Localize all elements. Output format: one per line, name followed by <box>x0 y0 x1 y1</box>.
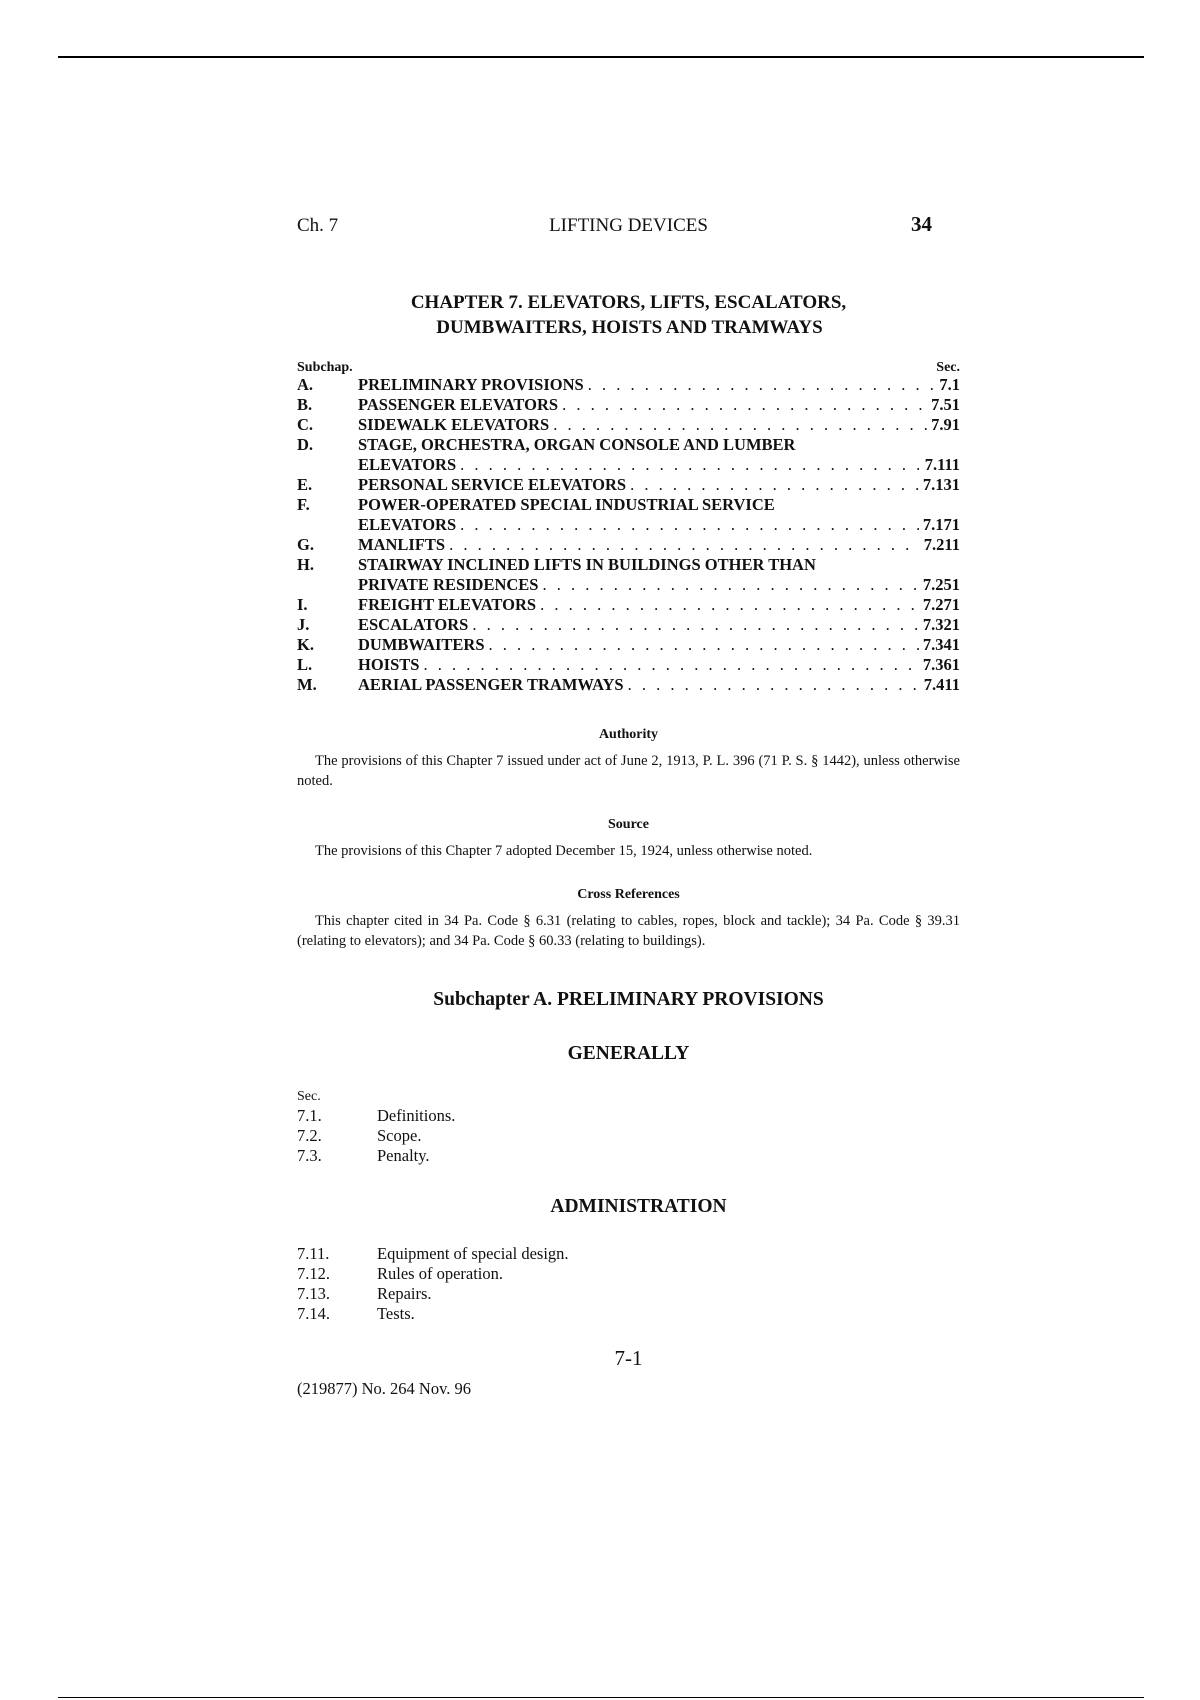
contents-entry-title: PASSENGER ELEVATORS <box>358 395 559 414</box>
contents-entry-title: SIDEWALK ELEVATORS <box>358 415 550 434</box>
top-rule <box>58 56 1144 58</box>
source-text: The provisions of this Chapter 7 adopted December 15, 1924, unless otherwise noted. <box>315 843 813 859</box>
contents-entry <box>297 675 960 695</box>
section-number: 7.12. <box>297 1264 330 1283</box>
dot-leader <box>460 455 921 475</box>
contents-entry-letter: L. <box>297 655 313 674</box>
source-heading: Source <box>608 817 649 832</box>
authority-text: The provisions of this Chapter 7 issued under act of June 2, 1913, P. L. 396 (71 P. S. § 1442), unless otherwise noted. <box>297 753 960 789</box>
section-number: 7.13. <box>297 1284 330 1303</box>
section-list-item <box>297 1106 960 1126</box>
contents-entry-letter: G. <box>297 535 314 554</box>
section-title: Equipment of special design. <box>377 1244 569 1263</box>
contents-entry-letter: F. <box>297 495 310 514</box>
contents-entry-title: STAGE, ORCHESTRA, ORGAN CONSOLE AND LUMBER <box>358 435 796 454</box>
contents-entry-letter: H. <box>297 555 314 574</box>
contents-entry-title: STAIRWAY INCLINED LIFTS IN BUILDINGS OTHER THAN <box>358 555 816 574</box>
dot-leader <box>472 615 919 635</box>
contents-entry-title: AERIAL PASSENGER TRAMWAYS <box>358 675 624 694</box>
dot-leader <box>562 395 927 415</box>
contents-entry-letter: M. <box>297 675 317 694</box>
contents-entry-letter: I. <box>297 595 308 614</box>
section-number: 7.14. <box>297 1304 330 1323</box>
contents-entry-letter: A. <box>297 375 314 394</box>
section-title: Definitions. <box>377 1106 456 1125</box>
contents-entry-section: 7.251 <box>922 575 960 594</box>
contents-entries <box>297 375 960 695</box>
contents-entry-section: 7.51 <box>931 395 960 414</box>
running-head-title: LIFTING DEVICES <box>549 215 708 236</box>
contents-entry-section: 7.111 <box>924 455 960 474</box>
contents-entry <box>297 375 960 395</box>
dot-leader <box>489 635 919 655</box>
administration-section-list <box>297 1244 960 1324</box>
chapter-title <box>297 290 960 340</box>
contents-entry-title: HOISTS <box>358 655 420 674</box>
section-list-item <box>297 1284 960 1304</box>
section-title: Scope. <box>377 1126 422 1145</box>
authority-heading: Authority <box>598 727 659 742</box>
contents-entry-letter: K. <box>297 635 314 654</box>
section-number: 7.2. <box>297 1126 322 1145</box>
contents-entry <box>297 555 960 595</box>
generally-section-list <box>297 1089 960 1166</box>
chapter-title-line-1: CHAPTER 7. ELEVATORS, LIFTS, ESCALATORS, <box>410 292 847 313</box>
section-number: 7.3. <box>297 1146 322 1165</box>
contents-entry <box>297 615 960 635</box>
contents-entry <box>297 435 960 475</box>
contents-entry-section: 7.211 <box>923 535 960 554</box>
dot-leader <box>460 515 919 535</box>
section-list-item <box>297 1146 960 1166</box>
contents-entry-title: DUMBWAITERS <box>358 635 485 654</box>
contents-entry-title: ESCALATORS <box>358 615 469 634</box>
contents-entry <box>297 495 960 535</box>
section-list-item <box>297 1244 960 1264</box>
administration-items <box>297 1244 960 1324</box>
contents-entry-section: 7.271 <box>922 595 960 614</box>
dot-leader <box>630 475 919 495</box>
contents-entry-section: 7.171 <box>922 515 960 534</box>
contents-entry-section: 7.321 <box>922 615 960 634</box>
section-list-item <box>297 1304 960 1324</box>
contents-entry-title: PRELIMINARY PROVISIONS <box>358 375 584 394</box>
contents-entry <box>297 395 960 415</box>
contents-entry-title: POWER-OPERATED SPECIAL INDUSTRIAL SERVICE <box>358 495 775 514</box>
contents-entry-section: 7.131 <box>922 475 960 494</box>
contents-entry-section: 7.411 <box>923 675 960 694</box>
generally-items <box>297 1106 960 1166</box>
contents-entry-letter: B. <box>297 395 313 414</box>
generally-heading: GENERALLY <box>567 1043 690 1064</box>
running-head-title-number: 34 <box>911 212 932 236</box>
subchapter-title: Subchapter A. PRELIMINARY PROVISIONS <box>433 989 824 1010</box>
contents-entry-title: PERSONAL SERVICE ELEVATORS <box>358 475 627 494</box>
footer-id: (219877) No. 264 Nov. 96 <box>297 1379 471 1398</box>
section-number: 7.1. <box>297 1106 322 1125</box>
dot-leader <box>543 575 919 595</box>
section-title: Rules of operation. <box>377 1264 504 1283</box>
contents-entry-section: 7.91 <box>931 415 960 434</box>
contents-entry-title: ELEVATORS <box>358 455 457 474</box>
contents-entry-title: MANLIFTS <box>358 535 446 554</box>
contents-entry <box>297 475 960 495</box>
dot-leader <box>628 675 920 695</box>
dot-leader <box>588 375 936 395</box>
contents-sec-label: Sec. <box>936 360 960 375</box>
cross-references-heading: Cross References <box>577 887 680 902</box>
contents-header <box>297 360 960 375</box>
contents-entry-title: ELEVATORS <box>358 515 457 534</box>
cross-references-text: This chapter cited in 34 Pa. Code § 6.31 (relating to cables, ropes, block and tackle); 34 Pa. Code § 39.31 (relating to elevators); and 34 Pa. Code § 60.33 (relating to buildings). <box>297 913 960 949</box>
contents-table <box>297 360 960 695</box>
dot-leader <box>553 415 927 435</box>
contents-entry-title: PRIVATE RESIDENCES <box>358 575 539 594</box>
bottom-rule <box>58 1697 1144 1698</box>
section-title: Penalty. <box>377 1146 430 1165</box>
contents-entry <box>297 635 960 655</box>
section-list-item <box>297 1126 960 1146</box>
contents-entry-letter: E. <box>297 475 313 494</box>
page-content <box>297 212 960 1399</box>
contents-entry-letter: C. <box>297 415 314 434</box>
section-list-item <box>297 1264 960 1284</box>
section-number: 7.11. <box>297 1244 330 1263</box>
contents-entry <box>297 655 960 675</box>
contents-subchap-label: Subchap. <box>297 360 353 375</box>
running-head <box>297 212 960 238</box>
contents-entry <box>297 535 960 555</box>
contents-entry-section: 7.361 <box>922 655 960 674</box>
page-folio: 7-1 <box>614 1346 643 1370</box>
dot-leader <box>423 655 918 675</box>
administration-heading: ADMINISTRATION <box>550 1196 727 1217</box>
contents-entry <box>297 415 960 435</box>
sec-label: Sec. <box>297 1089 321 1104</box>
section-title: Tests. <box>377 1304 415 1323</box>
running-head-chapter: Ch. 7 <box>297 215 339 236</box>
chapter-title-line-2: DUMBWAITERS, HOISTS AND TRAMWAYS <box>436 317 823 338</box>
dot-leader <box>449 535 920 555</box>
section-title: Repairs. <box>377 1284 432 1303</box>
contents-entry-letter: D. <box>297 435 314 454</box>
contents-entry-title: FREIGHT ELEVATORS <box>358 595 537 614</box>
contents-entry-section: 7.341 <box>922 635 960 654</box>
contents-entry-section: 7.1 <box>939 375 960 394</box>
dot-leader <box>540 595 919 615</box>
contents-entry-letter: J. <box>297 615 310 634</box>
contents-entry <box>297 595 960 615</box>
